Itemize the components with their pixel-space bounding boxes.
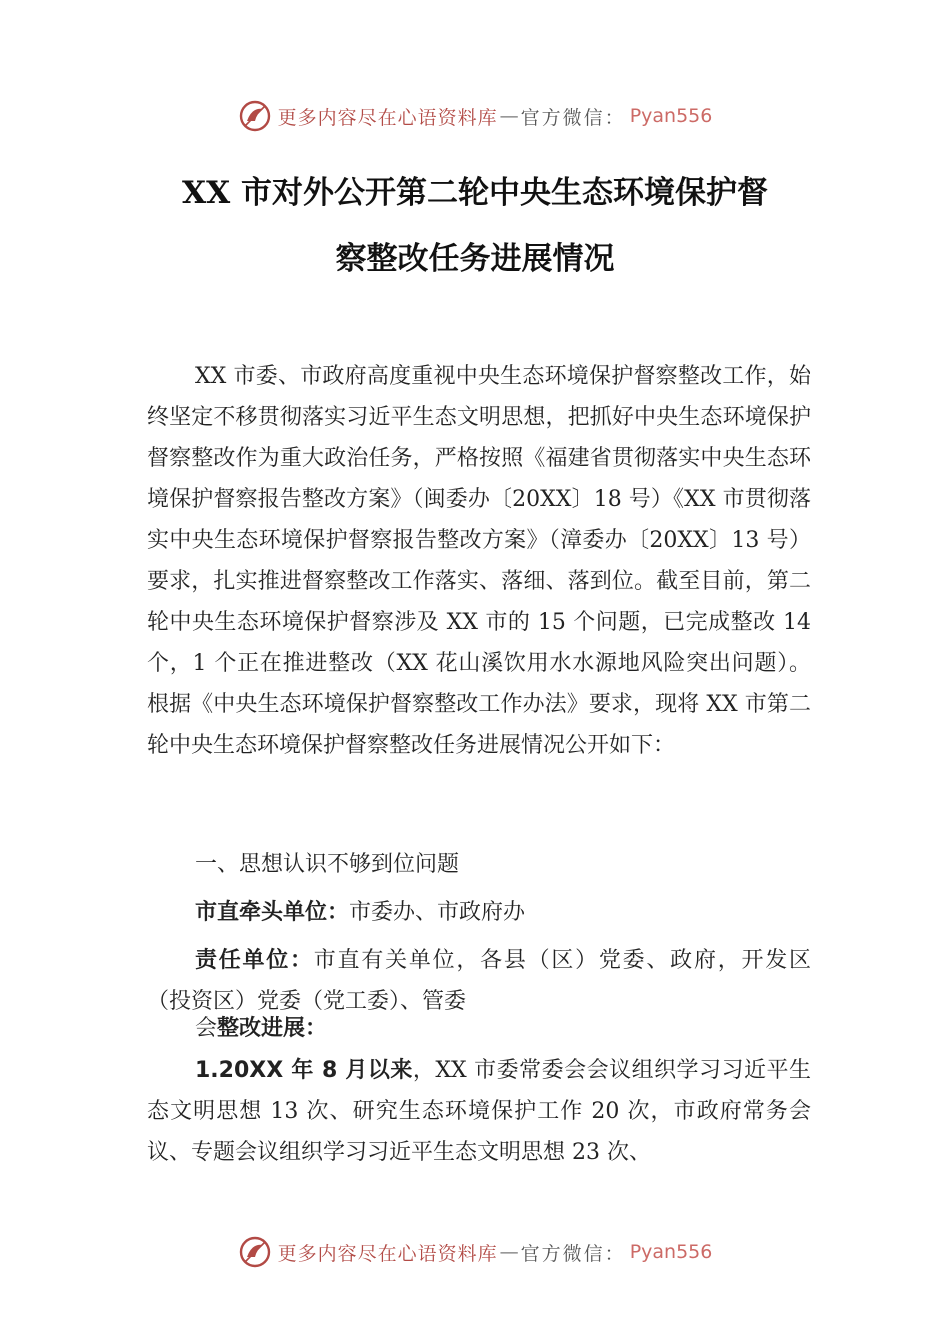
responsible-unit-label: 责任单位：: [195, 948, 314, 973]
banner-wechat-id: Pyan556: [629, 1241, 713, 1263]
progress-heading: [147, 1008, 811, 1049]
page-title: [120, 160, 830, 292]
footer-banner: [0, 1232, 950, 1272]
progress-item-1-text: ，XX 市委常委会会议组织学习习近平生态文明思想 13 次、研究生态环境保护工作 20 次，市政府常务会议、专题会议组织学习习近平生态文明思想 23 次、: [147, 1058, 811, 1165]
responsible-unit-value: 市直有关单位，各县（区）党委、政府，开发区（投资区）党委（党工委）、管委: [147, 948, 811, 1014]
title-line-2: 察整改任务进展情况: [335, 241, 615, 277]
banner-slogan: 更多内容尽在心语资料库: [277, 1242, 498, 1265]
banner-slogan: 更多内容尽在心语资料库: [277, 106, 498, 129]
progress-item-1: [147, 1050, 811, 1173]
section-heading-1: 一、思想认识不够到位问题: [195, 852, 460, 877]
banner-wechat-label: 官方微信：: [520, 1242, 626, 1265]
banner-dash: —: [499, 1241, 519, 1263]
banner-wechat-label: 官方微信：: [520, 106, 626, 129]
banner-dash: —: [499, 105, 519, 127]
banner-wechat-id: Pyan556: [629, 105, 713, 127]
brand-logo-icon: [238, 1235, 272, 1269]
progress-item-1-label: 1.20XX 年 8 月以来: [195, 1058, 413, 1083]
progress-prefix: 会: [195, 1016, 218, 1041]
title-line-1: XX 市对外公开第二轮中央生态环境保护督: [182, 175, 768, 211]
header-banner: [0, 96, 950, 136]
lead-unit-label: 市直牵头单位：: [195, 900, 350, 925]
brand-logo-icon: [238, 99, 272, 133]
progress-label: 整改进展：: [217, 1016, 328, 1041]
lead-unit-value: 市委办、市政府办: [349, 900, 526, 925]
intro-paragraph: XX 市委、市政府高度重视中央生态环境保护督察整改工作，始终坚定不移贯彻落实习近平生态文明思想，把抓好中央生态环境保护督察整改作为重大政治任务，严格按照《福建省贯彻落实中央生态环境保护督察报告整改方案》（闽委办〔20XX〕18 号）《XX 市贯彻落实中央生态环境保护督察报告整改方案》（漳委办〔20XX〕13 号）要求，扎实推进督察整改工作落实、落细、落到位。截至目前，第二轮中央生态环境保护督察涉及 XX 市的 15 个问题，已完成整改 14 个，1 个正在推进整改（XX 花山溪饮用水水源地风险突出问题）。根据《中央生态环境保护督察整改工作办法》要求，现将 XX 市第二轮中央生态环境保护督察整改任务进展情况公开如下：: [147, 364, 811, 758]
lead-unit: [147, 892, 811, 933]
